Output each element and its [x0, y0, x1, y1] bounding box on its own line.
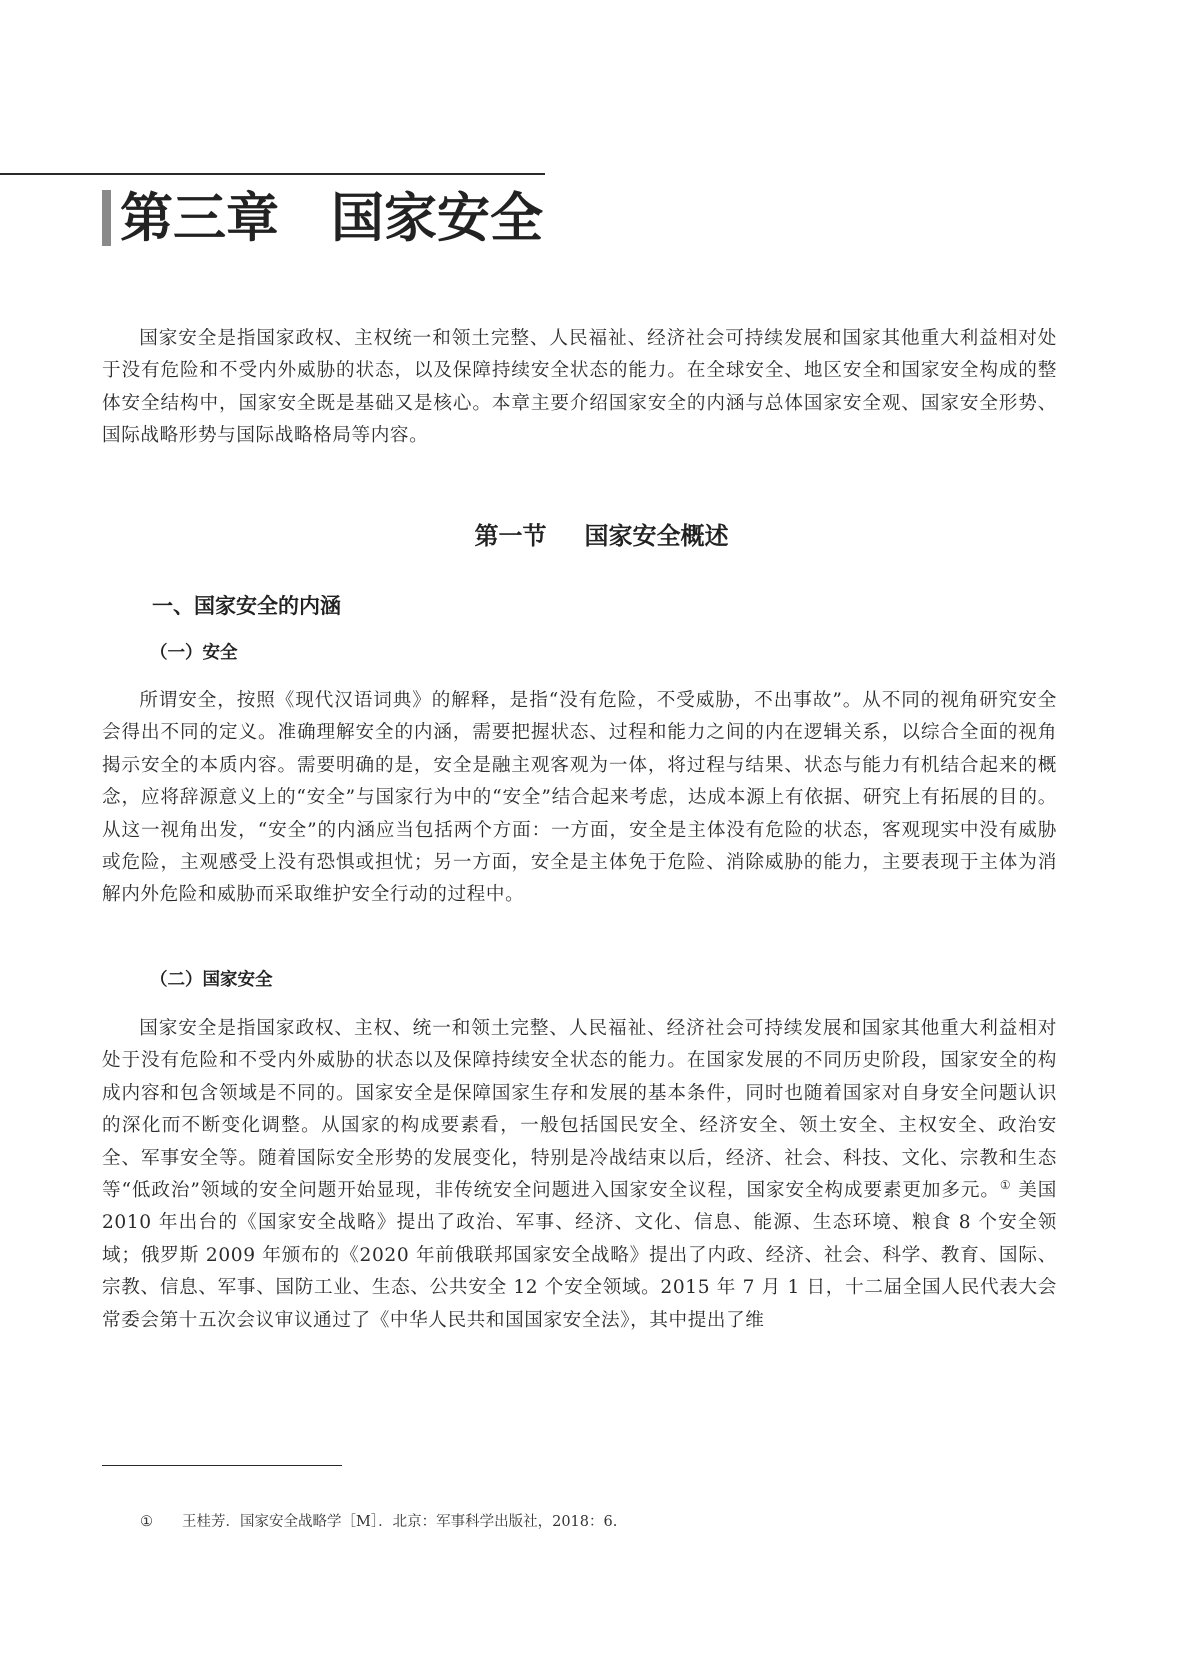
footnote-marker: ①: [140, 1514, 153, 1530]
footnote-reference[interactable]: ①: [999, 1177, 1012, 1192]
national-security-text-b: 美国 2010 年出台的《国家安全战略》提出了政治、军事、经济、文化、信息、能源、生态环境、粮食 8 个安全领域；俄罗斯 2009 年颁布的《2020 年前俄联邦国家安全战略》提出了内政、经济、社会、科学、教育、国际、宗教、信息、军事、国防工业、生态、公共安全 12 个安全领域。2015 年 7 月 1 日，十二届全国人民代表大会常委会第十五次会议审议通过了《中华人民共和国国家安全法》，其中提出了维: [102, 1180, 1057, 1331]
chapter-title-bar: [102, 190, 111, 246]
chapter-number: 第三章: [120, 187, 279, 249]
section-number: 第一节: [474, 522, 547, 550]
footnote: [140, 1510, 617, 1534]
part-heading-national-security: （二）国家安全: [150, 970, 273, 990]
chapter-name: 国家安全: [331, 187, 543, 249]
national-security-paragraph: [102, 1013, 1057, 1337]
section-title: 国家安全概述: [584, 522, 729, 550]
footnote-text: 王桂芳．国家安全战略学［M］．北京：军事科学出版社，2018：6.: [182, 1514, 618, 1530]
chapter-title: [120, 178, 543, 258]
chapter-intro-paragraph: 国家安全是指国家政权、主权统一和领土完整、人民福祉、经济社会可持续发展和国家其他重大利益相对处于没有危险和不受内外威胁的状态，以及保障持续安全状态的能力。在全球安全、地区安全和国家安全构成的整体安全结构中，国家安全既是基础又是核心。本章主要介绍国家安全的内涵与总体国家安全观、国家安全形势、国际战略形势与国际战略格局等内容。: [102, 328, 1057, 447]
safety-paragraph: 所谓安全，按照《现代汉语词典》的解释，是指“没有危险，不受威胁，不出事故”。从不同的视角研究安全会得出不同的定义。准确理解安全的内涵，需要把握状态、过程和能力之间的内在逻辑关系，以综合全面的视角揭示安全的本质内容。需要明确的是，安全是融主观客观为一体，将过程与结果、状态与能力有机结合起来的概念，应将辞源意义上的“安全”与国家行为中的“安全”结合起来考虑，达成本源上有依据、研究上有拓展的目的。从这一视角出发，“安全”的内涵应当包括两个方面：一方面，安全是主体没有危险的状态，客观现实中没有威胁或危险，主观感受上没有恐惧或担忧；另一方面，安全是主体免于危险、消除威胁的能力，主要表现于主体为消解内外危险和威胁而采取维护安全行动的过程中。: [102, 690, 1057, 906]
national-security-text-a: 国家安全是指国家政权、主权、统一和领土完整、人民福祉、经济社会可持续发展和国家其他重大利益相对处于没有危险和不受内外威胁的状态以及保障持续安全状态的能力。在国家发展的不同历史阶段，国家安全的构成内容和包含领域是不同的。国家安全是保障国家生存和发展的基本条件，同时也随着国家对自身安全问题认识的深化而不断变化调整。从国家的构成要素看，一般包括国民安全、经济安全、领土安全、主权安全、政治安全、军事安全等。随着国际安全形势的发展变化，特别是冷战结束以后，经济、社会、科技、文化、宗教和生态等“低政治”领域的安全问题开始显现，非传统安全问题进入国家安全议程，国家安全构成要素更加多元。: [102, 1018, 1057, 1202]
section-heading: [0, 518, 1203, 554]
subsection-heading: 一、国家安全的内涵: [152, 593, 341, 618]
footnote-rule: [102, 1465, 342, 1466]
part-heading-safety: （一）安全: [150, 643, 238, 663]
top-rule: [0, 173, 545, 175]
